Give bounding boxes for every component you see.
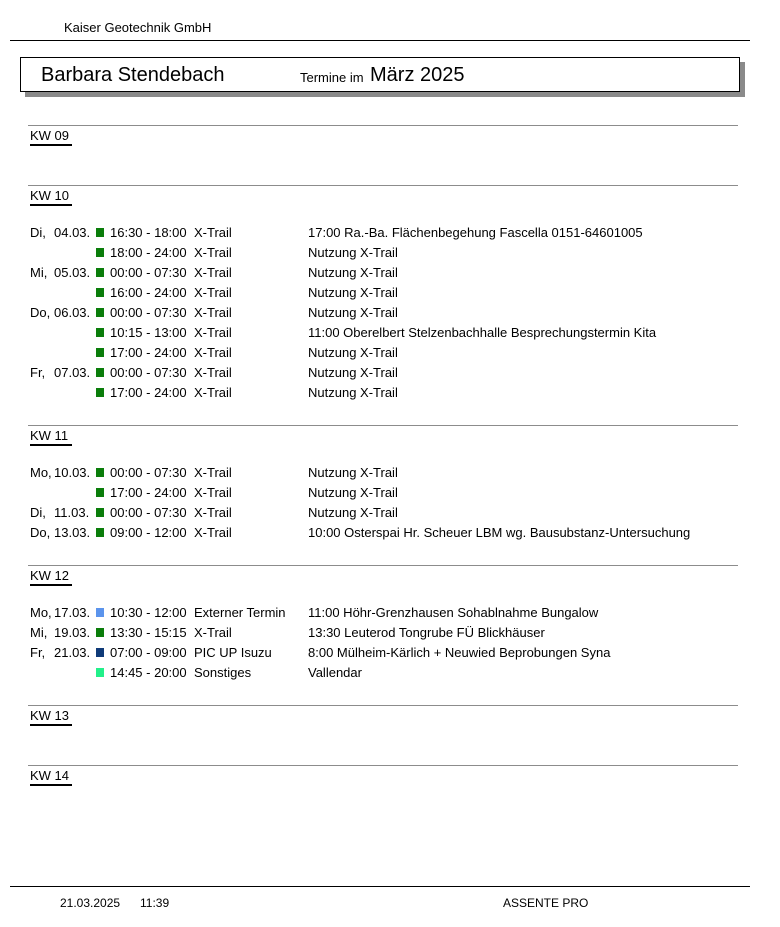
date: 13.03. bbox=[54, 525, 91, 540]
time-range: 16:30 - 18:00 bbox=[110, 225, 187, 240]
category: X-Trail bbox=[194, 385, 232, 400]
category-color-icon bbox=[96, 668, 104, 677]
time-range: 10:15 - 13:00 bbox=[110, 325, 187, 340]
category: X-Trail bbox=[194, 505, 232, 520]
time-range: 00:00 - 07:30 bbox=[110, 365, 187, 380]
time-range: 00:00 - 07:30 bbox=[110, 505, 187, 520]
time-range: 17:00 - 24:00 bbox=[110, 345, 187, 360]
description: Nutzung X-Trail bbox=[308, 465, 398, 480]
week-divider bbox=[28, 705, 738, 706]
category: X-Trail bbox=[194, 625, 232, 640]
time-range: 00:00 - 07:30 bbox=[110, 305, 187, 320]
time-range: 14:45 - 20:00 bbox=[110, 665, 187, 680]
weekday: Fr, bbox=[30, 365, 46, 380]
description: Nutzung X-Trail bbox=[308, 245, 398, 260]
category: Externer Termin bbox=[194, 605, 286, 620]
time-range: 00:00 - 07:30 bbox=[110, 265, 187, 280]
week-divider bbox=[28, 425, 738, 426]
description: Nutzung X-Trail bbox=[308, 505, 398, 520]
time-range: 18:00 - 24:00 bbox=[110, 245, 187, 260]
date: 11.03. bbox=[54, 505, 90, 520]
weekday: Mo, bbox=[30, 465, 52, 480]
category-color-icon bbox=[96, 288, 104, 297]
description: Nutzung X-Trail bbox=[308, 265, 398, 280]
weekday: Do, bbox=[30, 525, 51, 540]
time-range: 13:30 - 15:15 bbox=[110, 625, 187, 640]
category-color-icon bbox=[96, 308, 104, 317]
week-divider bbox=[28, 185, 738, 186]
category: X-Trail bbox=[194, 245, 232, 260]
weekday: Do, bbox=[30, 305, 51, 320]
category-color-icon bbox=[96, 388, 104, 397]
category: X-Trail bbox=[194, 305, 232, 320]
description: Nutzung X-Trail bbox=[308, 485, 398, 500]
category: X-Trail bbox=[194, 365, 232, 380]
description: 13:30 Leuterod Tongrube FÜ Blickhäuser bbox=[308, 625, 545, 640]
category-color-icon bbox=[96, 648, 104, 657]
weekday: Mi, bbox=[30, 265, 48, 280]
weekday: Mo, bbox=[30, 605, 52, 620]
category: X-Trail bbox=[194, 285, 232, 300]
time-range: 09:00 - 12:00 bbox=[110, 525, 187, 540]
time-range: 10:30 - 12:00 bbox=[110, 605, 187, 620]
description: Nutzung X-Trail bbox=[308, 305, 398, 320]
footer-divider bbox=[10, 886, 750, 887]
time-range: 17:00 - 24:00 bbox=[110, 485, 187, 500]
category-color-icon bbox=[96, 528, 104, 537]
week-label: KW 10 bbox=[30, 188, 72, 206]
weekday: Fr, bbox=[30, 645, 46, 660]
category-color-icon bbox=[96, 228, 104, 237]
time-range: 07:00 - 09:00 bbox=[110, 645, 187, 660]
category-color-icon bbox=[96, 328, 104, 337]
week-divider bbox=[28, 565, 738, 566]
week-label: KW 12 bbox=[30, 568, 72, 586]
description: Vallendar bbox=[308, 665, 362, 680]
date: 07.03. bbox=[54, 365, 91, 380]
category: Sonstiges bbox=[194, 665, 252, 680]
category-color-icon bbox=[96, 508, 104, 517]
category: X-Trail bbox=[194, 485, 232, 500]
date: 21.03. bbox=[54, 645, 91, 660]
weekday: Mi, bbox=[30, 625, 48, 640]
week-label: KW 11 bbox=[30, 428, 72, 446]
week-divider bbox=[28, 765, 738, 766]
date: 17.03. bbox=[54, 605, 91, 620]
category: X-Trail bbox=[194, 265, 232, 280]
category-color-icon bbox=[96, 468, 104, 477]
weekday: Di, bbox=[30, 505, 46, 520]
category: X-Trail bbox=[194, 465, 232, 480]
app-name: ASSENTE PRO bbox=[503, 896, 589, 910]
description: 11:00 Höhr-Grenzhausen Sohablnahme Bungalow bbox=[308, 605, 599, 620]
company-name: Kaiser Geotechnik GmbH bbox=[64, 20, 212, 35]
date: 04.03. bbox=[54, 225, 91, 240]
category: PIC UP Isuzu bbox=[194, 645, 272, 660]
category: X-Trail bbox=[194, 525, 232, 540]
time-range: 16:00 - 24:00 bbox=[110, 285, 187, 300]
category-color-icon bbox=[96, 368, 104, 377]
category: X-Trail bbox=[194, 225, 232, 240]
title-prefix: Termine im bbox=[300, 70, 364, 85]
category-color-icon bbox=[96, 248, 104, 257]
person-name: Barbara Stendebach bbox=[41, 64, 225, 86]
week-label: KW 09 bbox=[30, 128, 72, 146]
description: Nutzung X-Trail bbox=[308, 285, 398, 300]
weekday: Di, bbox=[30, 225, 46, 240]
print-date: 21.03.2025 bbox=[60, 896, 121, 910]
title-month: März 2025 bbox=[370, 64, 465, 86]
date: 10.03. bbox=[54, 465, 91, 480]
description: Nutzung X-Trail bbox=[308, 345, 398, 360]
description: Nutzung X-Trail bbox=[308, 365, 398, 380]
description: 11:00 Oberelbert Stelzenbachhalle Besprechungstermin Kita bbox=[308, 325, 657, 340]
category-color-icon bbox=[96, 268, 104, 277]
date: 05.03. bbox=[54, 265, 91, 280]
week-label: KW 13 bbox=[30, 708, 72, 726]
description: 17:00 Ra.-Ba. Flächenbegehung Fascella 0151-64601005 bbox=[308, 225, 643, 240]
description: Nutzung X-Trail bbox=[308, 385, 398, 400]
print-time: 11:39 bbox=[140, 896, 170, 910]
description: 8:00 Mülheim-Kärlich + Neuwied Beprobungen Syna bbox=[308, 645, 611, 660]
category-color-icon bbox=[96, 608, 104, 617]
time-range: 17:00 - 24:00 bbox=[110, 385, 187, 400]
category-color-icon bbox=[96, 348, 104, 357]
time-range: 00:00 - 07:30 bbox=[110, 465, 187, 480]
week-divider bbox=[28, 125, 738, 126]
title-box bbox=[20, 57, 740, 92]
date: 06.03. bbox=[54, 305, 91, 320]
category-color-icon bbox=[96, 488, 104, 497]
description: 10:00 Osterspai Hr. Scheuer LBM wg. Bausubstanz-Untersuchung bbox=[308, 525, 691, 540]
week-label: KW 14 bbox=[30, 768, 72, 786]
header-divider bbox=[10, 40, 750, 41]
category: X-Trail bbox=[194, 325, 232, 340]
category: X-Trail bbox=[194, 345, 232, 360]
category-color-icon bbox=[96, 628, 104, 637]
date: 19.03. bbox=[54, 625, 91, 640]
